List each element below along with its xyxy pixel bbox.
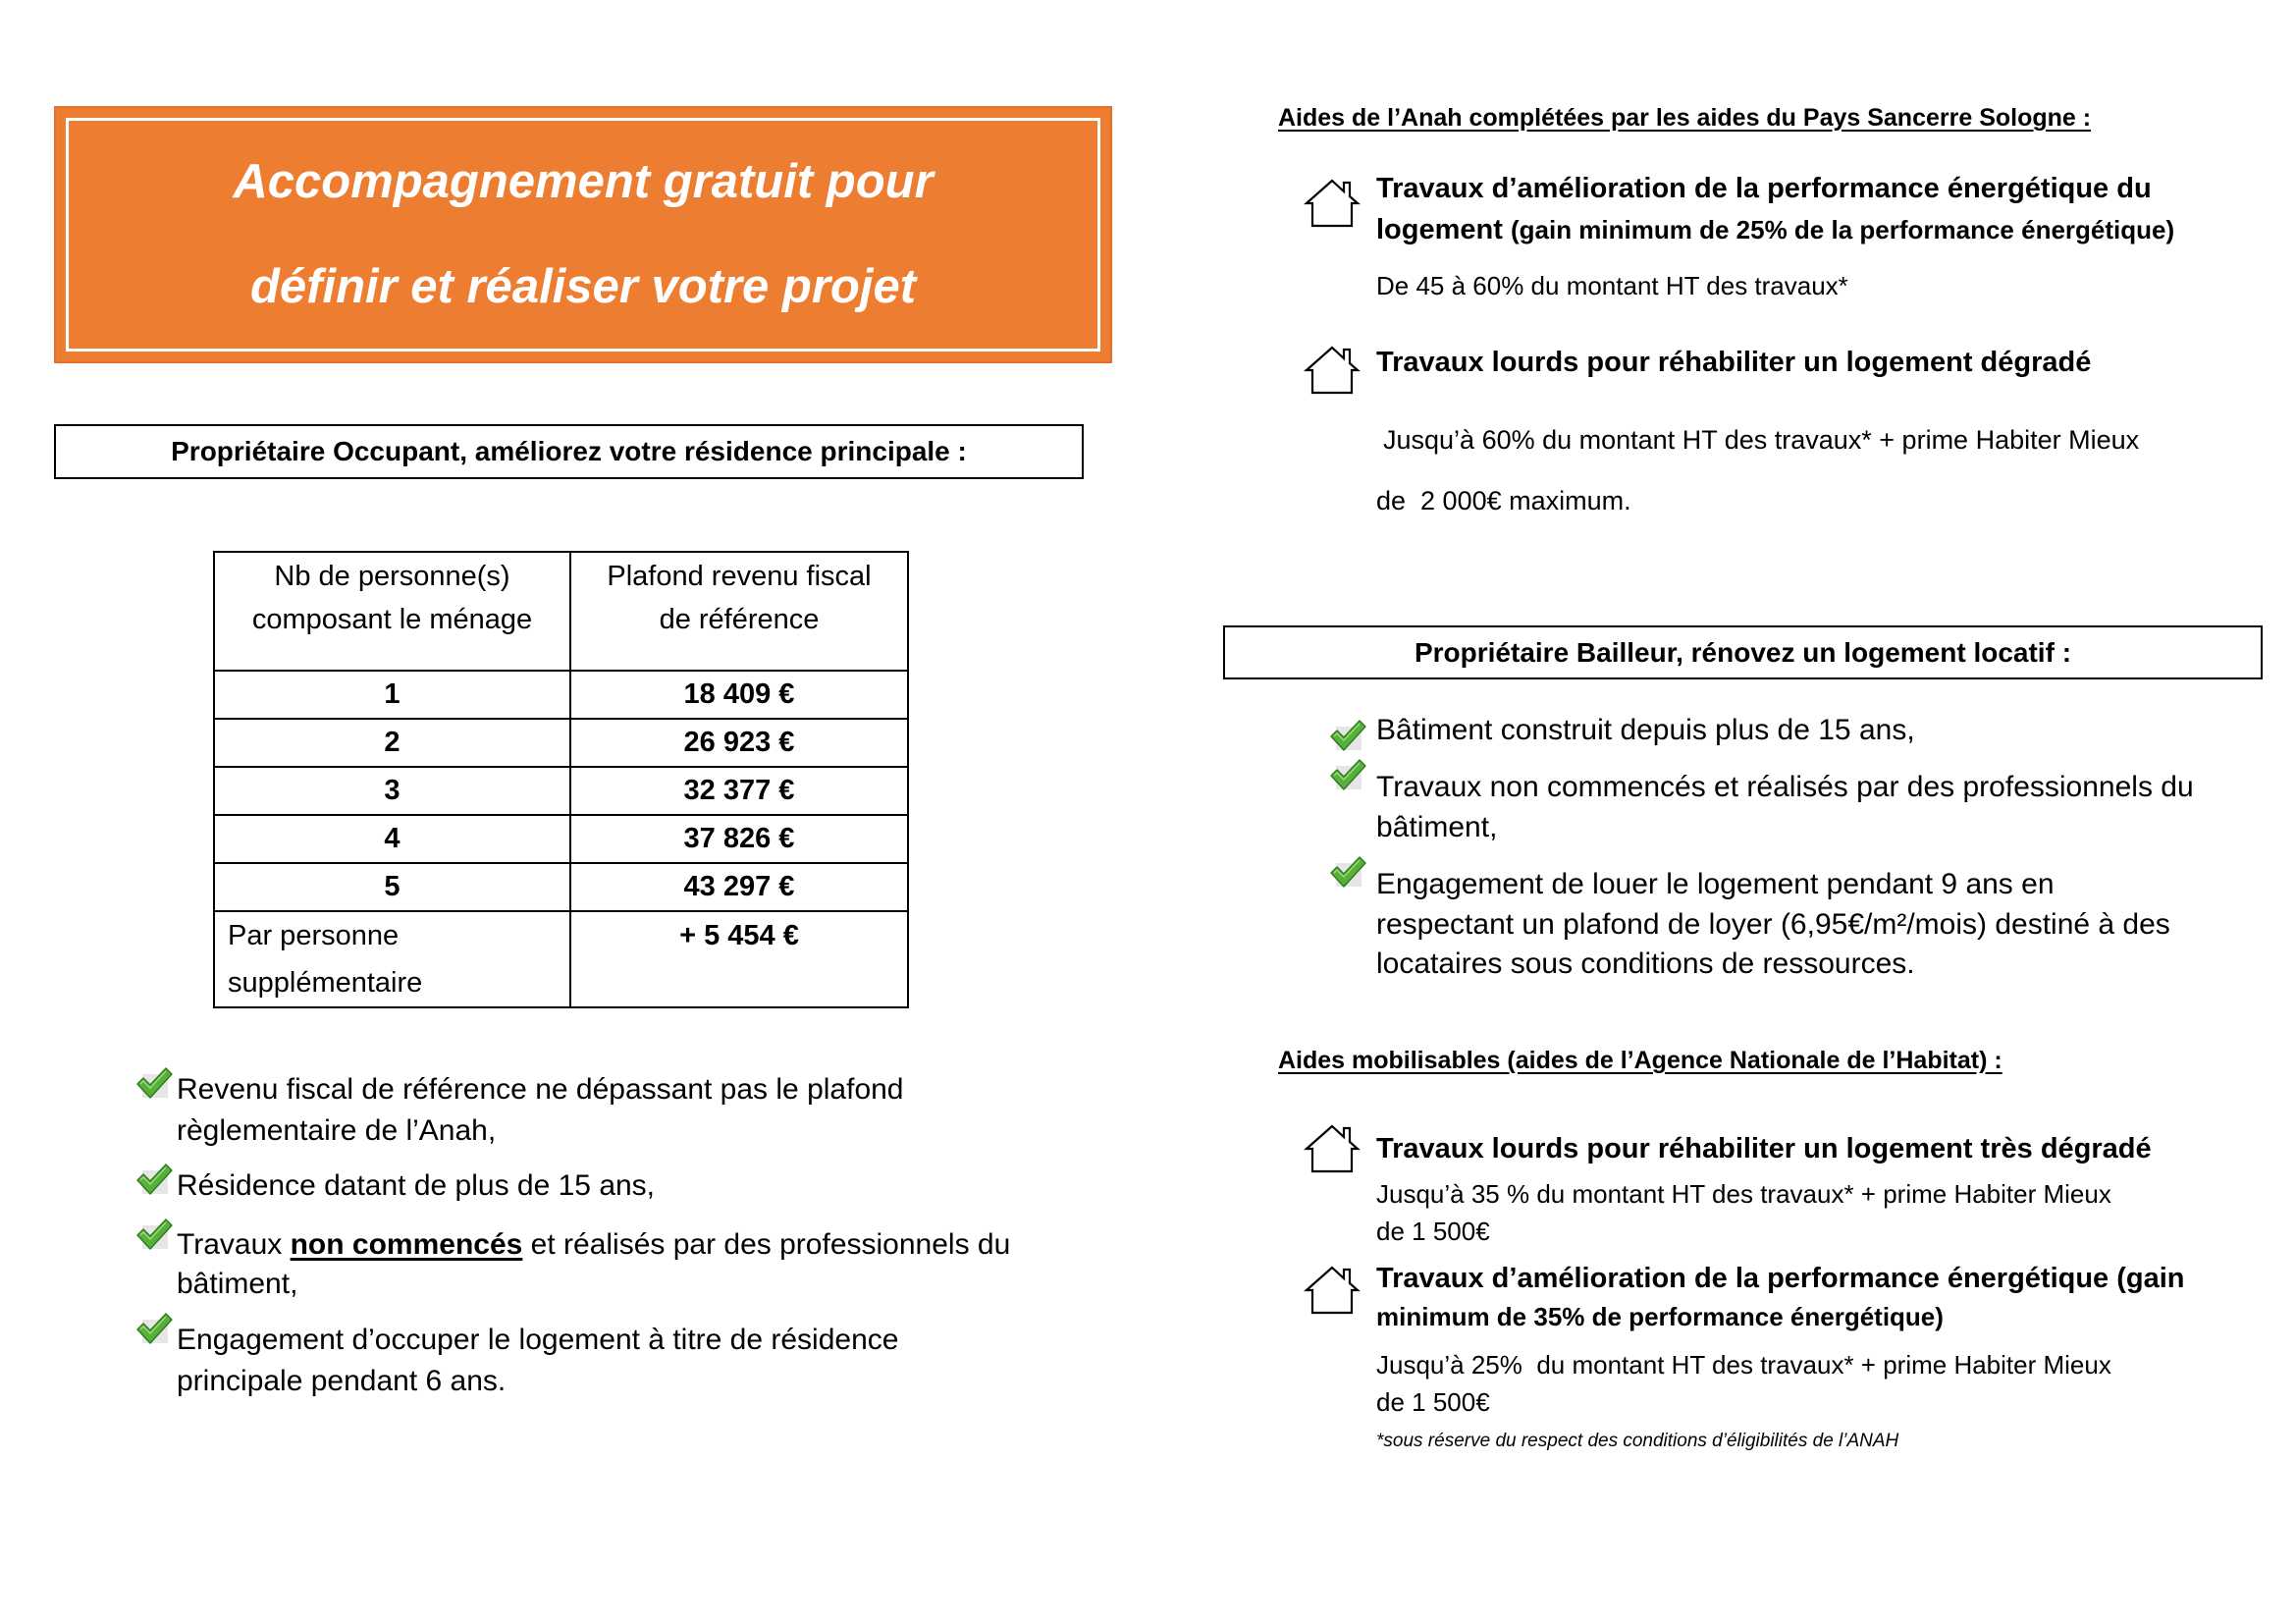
household-size-cell: 1 (214, 671, 570, 719)
ceiling-cell: 37 826 € (570, 815, 908, 863)
banner-title-line-2: définir et réaliser votre projet (249, 260, 917, 313)
occupant-heading: Propriétaire Occupant, améliorez votre résidence principale : (54, 424, 1084, 479)
household-size-cell: 2 (214, 719, 570, 767)
household-size-cell: 5 (214, 863, 570, 911)
house-icon (1303, 177, 1362, 230)
ceiling-cell: 32 377 € (570, 767, 908, 815)
header-line: Plafond revenu fiscal (607, 561, 872, 592)
condition-emphasis: non commencés (290, 1228, 523, 1261)
footnote: *sous réserve du respect des conditions d’éligibilités de l’ANAH (1376, 1431, 1899, 1451)
anah-heading: Aides mobilisables (aides de l’Agence Nationale de l’Habitat) : (1278, 1047, 2002, 1074)
aid-detail-line: De 45 à 60% du montant HT des travaux* (1376, 271, 1848, 300)
bailleur-condition-line: Bâtiment construit depuis plus de 15 ans, (1376, 714, 1915, 746)
check-icon (1329, 855, 1366, 889)
bailleur-condition-line: bâtiment, (1376, 811, 1498, 843)
aid-title-line (1376, 210, 2174, 249)
aid-detail-line: Jusqu’à 35 % du montant HT des travaux* + prime Habiter Mieux (1376, 1179, 2111, 1209)
household-size-cell: 3 (214, 767, 570, 815)
check-icon (135, 1066, 173, 1100)
ceiling-cell: 43 297 € (570, 863, 908, 911)
bailleur-condition-line: locataires sous conditions de ressources. (1376, 947, 1915, 980)
income-ceiling-table (213, 551, 909, 1008)
table-row (214, 719, 908, 767)
extra-person-label-line: Par personne (228, 920, 400, 951)
aid-title-text: logement (1376, 214, 1503, 245)
extra-person-label-cell (214, 911, 570, 1007)
anah-pays-heading: Aides de l’Anah complétées par les aides du Pays Sancerre Sologne : (1278, 104, 2092, 132)
aid-title-line: Travaux lourds pour réhabiliter un logement dégradé (1376, 347, 2092, 378)
table-header-row (214, 552, 908, 671)
aid-title-line: Travaux d’amélioration de la performance énergétique du (1376, 173, 2152, 204)
table-row (214, 815, 908, 863)
aid-title-line: Travaux lourds pour réhabiliter un logement très dégradé (1376, 1133, 2152, 1164)
aid-detail-line: de 2 000€ maximum. (1376, 486, 1631, 515)
aid-title-line: minimum de 35% de performance énergétique) (1376, 1302, 1944, 1331)
extra-person-label-line: supplémentaire (228, 967, 423, 999)
ceiling-cell: 18 409 € (570, 671, 908, 719)
aid-detail-line: Jusqu’à 25% du montant HT des travaux* + prime Habiter Mieux (1376, 1350, 2111, 1380)
occupant-condition-line: Revenu fiscal de référence ne dépassant pas le plafond (177, 1073, 904, 1106)
extra-person-value-cell: + 5 454 € (570, 911, 908, 1007)
aid-detail-line: Jusqu’à 60% du montant HT des travaux* + prime Habiter Mieux (1383, 425, 2140, 455)
ceiling-cell: 26 923 € (570, 719, 908, 767)
title-banner (54, 106, 1112, 363)
occupant-condition-line: Résidence datant de plus de 15 ans, (177, 1169, 656, 1202)
aid-detail-line: de 1 500€ (1376, 1387, 1490, 1417)
aid-title-line: Travaux d’amélioration de la performance énergétique (gain (1376, 1263, 2185, 1294)
house-icon (1303, 1264, 1362, 1317)
bailleur-condition-line: respectant un plafond de loyer (6,95€/m²/mois) destiné à des (1376, 908, 2170, 941)
aid-title-note: (gain minimum de 25% de la performance énergétique) (1510, 215, 2175, 244)
bailleur-heading: Propriétaire Bailleur, rénovez un logement locatif : (1223, 625, 2263, 679)
table-header-ceiling (570, 552, 908, 671)
occupant-condition-line: règlementaire de l’Anah, (177, 1114, 497, 1147)
house-icon (1303, 1122, 1362, 1175)
check-icon (135, 1312, 173, 1345)
household-size-cell: 4 (214, 815, 570, 863)
banner-title-line-1: Accompagnement gratuit pour (233, 155, 934, 208)
table-header-household (214, 552, 570, 671)
occupant-condition-line: principale pendant 6 ans. (177, 1365, 507, 1397)
aid-detail-line: de 1 500€ (1376, 1217, 1490, 1246)
condition-text: Travaux (177, 1228, 291, 1261)
table-row-extra-person (214, 911, 908, 1007)
table-row (214, 671, 908, 719)
occupant-condition-line (177, 1225, 1010, 1265)
table-row (214, 863, 908, 911)
header-line: composant le ménage (251, 604, 533, 635)
check-icon (135, 1163, 173, 1196)
bailleur-condition-line: Travaux non commencés et réalisés par des professionnels du (1376, 771, 2194, 803)
occupant-condition-line: Engagement d’occuper le logement à titre de résidence (177, 1324, 899, 1356)
house-icon (1303, 344, 1362, 397)
bailleur-condition-line: Engagement de louer le logement pendant 9 ans en (1376, 868, 2055, 900)
occupant-condition-line: bâtiment, (177, 1268, 298, 1300)
check-icon (135, 1218, 173, 1251)
header-line: de référence (659, 604, 820, 635)
condition-text: et réalisés par des professionnels du (522, 1228, 1011, 1261)
check-icon (1329, 719, 1366, 752)
header-line: Nb de personne(s) (274, 561, 510, 592)
check-icon (1329, 758, 1366, 791)
table-row (214, 767, 908, 815)
